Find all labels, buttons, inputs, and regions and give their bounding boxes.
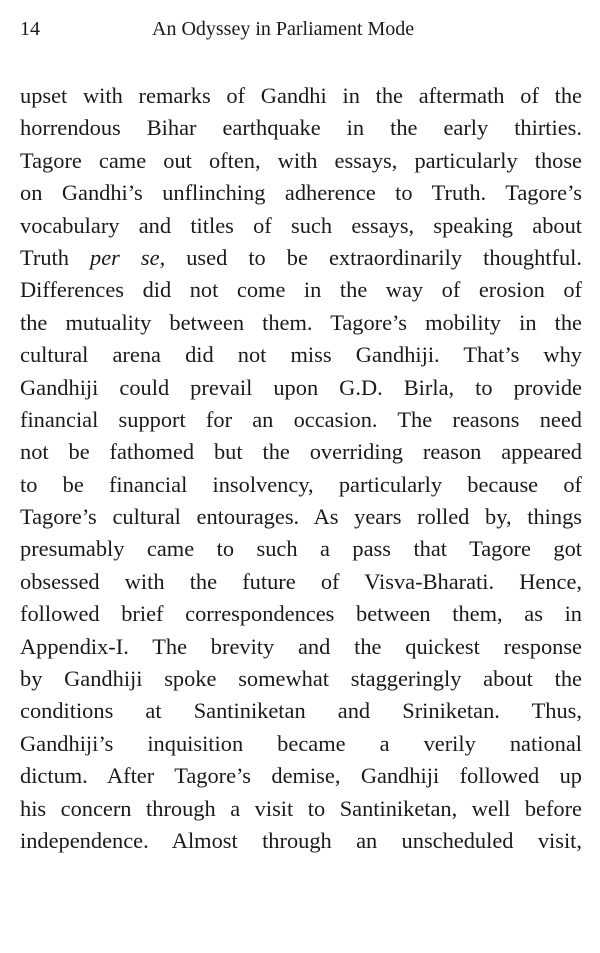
text-line: followed brief correspondences between them, as in — [20, 601, 582, 627]
text-line: Gandhiji’s inquisition became a verily national — [20, 730, 582, 756]
body-paragraph — [20, 80, 582, 857]
text-line: presumably came to such a pass that Tagore got — [20, 536, 582, 562]
text-line: horrendous Bihar earthquake in the early thirties. — [20, 115, 582, 141]
text-segment: Truth — [20, 244, 91, 270]
text-line: vocabulary and titles of such essays, speaking about — [20, 212, 582, 238]
text-line: upset with remarks of Gandhi in the aftermath of the — [20, 83, 582, 108]
text-line: Appendix-I. The brevity and the quickest response — [20, 633, 582, 659]
text-line: cultural arena did not miss Gandhiji. That’s why — [20, 342, 582, 368]
text-line: on Gandhi’s unflinching adherence to Truth. Tagore’s — [20, 180, 582, 206]
running-title: An Odyssey in Parliament Mode — [152, 18, 415, 40]
text-line: conditions at Santiniketan and Sriniketan. Thus, — [20, 698, 582, 724]
text-line — [20, 242, 582, 274]
italic-phrase: per se — [90, 244, 160, 270]
text-line: the mutuality between them. Tagore’s mobility in the — [20, 309, 582, 335]
running-head — [20, 16, 580, 42]
text-line: Differences did not come in the way of erosion of — [20, 277, 582, 303]
text-line: obsessed with the future of Visva-Bharati. Hence, — [20, 568, 582, 594]
text-line: financial support for an occasion. The reasons need — [20, 406, 582, 432]
text-line: Tagore came out often, with essays, particularly those — [20, 147, 582, 173]
text-line: his concern through a visit to Santiniketan, well before — [20, 795, 582, 821]
text-line: independence. Almost through an unscheduled visit, — [20, 827, 582, 853]
text-line: Gandhiji could prevail upon G.D. Birla, to provide — [20, 374, 582, 400]
text-line: dictum. After Tagore’s demise, Gandhiji followed up — [20, 763, 582, 789]
text-line: to be financial insolvency, particularly because of — [20, 471, 582, 497]
page-number: 14 — [20, 18, 40, 40]
text-line: by Gandhiji spoke somewhat staggeringly about the — [20, 666, 582, 692]
text-line: not be fathomed but the overriding reason appeared — [20, 439, 582, 465]
text-segment: , used to be extraordinarily thoughtful. — [159, 244, 582, 270]
text-line: Tagore’s cultural entourages. As years rolled by, things — [20, 504, 582, 530]
